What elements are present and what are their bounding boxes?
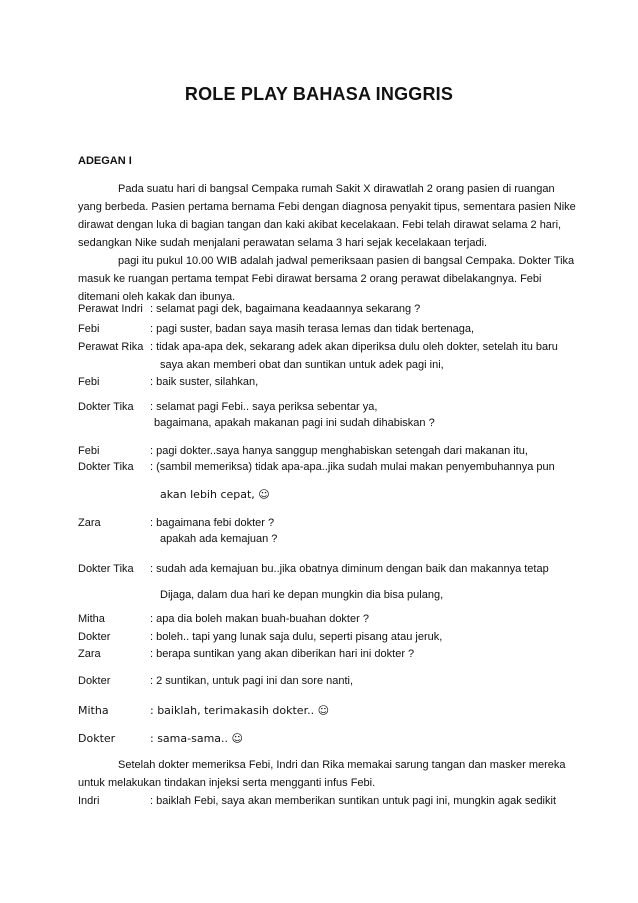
speaker-name: Febi (78, 376, 100, 388)
dialogue-text: : berapa suntikan yang akan diberikan hari ini dokter ? (150, 648, 415, 660)
dialogue-text: : selamat pagi Febi.. saya periksa sebentar ya, (150, 401, 378, 413)
speaker-name: Dokter (78, 732, 116, 745)
dialogue-text: : pagi suster, badan saya masih terasa lemas dan tidak bertenaga, (150, 323, 475, 335)
intro-paragraph-1 (78, 180, 576, 252)
paragraph-line: untuk melakukan tindakan injeksi serta mengganti infus Febi. (78, 777, 376, 789)
dialogue-text: : tidak apa-apa dek, sekarang adek akan diperiksa dulu oleh dokter, setelah itu baru (150, 341, 558, 353)
speaker-name: Perawat Indri (78, 303, 143, 315)
speaker-name: Zara (78, 517, 101, 529)
paragraph-line: Pada suatu hari di bangsal Cempaka rumah Sakit X dirawatlah 2 orang pasien di ruangan (118, 183, 555, 195)
dialogue-continuation: apakah ada kemajuan ? (160, 533, 278, 545)
dialogue-continuation: bagaimana, apakah makanan pagi ini sudah dihabiskan ? (154, 417, 435, 429)
speaker-name: Perawat Rika (78, 341, 144, 353)
paragraph-line: yang berbeda. Pasien pertama bernama Febi dengan diagnosa penyakit tipus, sementara pasien Nike (78, 201, 576, 213)
document-title: ROLE PLAY BAHASA INGGRIS (184, 84, 454, 104)
dialogue-continuation: saya akan memberi obat dan suntikan untuk adek pagi ini, (160, 359, 444, 371)
dialogue-text: : baiklah Febi, saya akan memberikan suntikan untuk pagi ini, mungkin agak sedikit (150, 795, 557, 807)
speaker-name: Dokter Tika (78, 563, 134, 575)
paragraph-line: Setelah dokter memeriksa Febi, Indri dan Rika memakai sarung tangan dan masker mereka (118, 759, 566, 771)
dialogue-text: : bagaimana febi dokter ? (150, 517, 275, 529)
paragraph-line: pagi itu pukul 10.00 WIB adalah jadwal pemeriksaan pasien di bangsal Cempaka. Dokter Tika (118, 255, 575, 267)
intro-paragraph-2 (78, 252, 575, 306)
dialogue-continuation: akan lebih cepat, ☺ (160, 488, 270, 501)
speaker-name: Dokter (78, 675, 111, 687)
speaker-name: Dokter (78, 631, 111, 643)
speaker-name: Dokter Tika (78, 401, 134, 413)
dialogue-text: : pagi dokter..saya hanya sanggup menghabiskan setengah dari makanan itu, (150, 445, 528, 457)
dialogue-text: : baik suster, silahkan, (150, 376, 259, 388)
dialogue-continuation: Dijaga, dalam dua hari ke depan mungkin dia bisa pulang, (160, 589, 444, 601)
speaker-name: Zara (78, 648, 101, 660)
paragraph-line: masuk ke ruangan pertama tempat Febi dirawat bersama 2 orang perawat dibelakangnya. Febi (78, 273, 542, 285)
speaker-name: Febi (78, 323, 100, 335)
speaker-name: Mitha (78, 613, 105, 625)
paragraph-line: sedangkan Nike sudah menjalani perawatan selama 3 hari sejak kecelakaan terjadi. (78, 237, 488, 249)
narration-paragraph (78, 756, 570, 792)
speaker-name: Mitha (78, 704, 109, 717)
dialogue-text: : selamat pagi dek, bagaimana keadaannya sekarang ? (150, 303, 421, 315)
dialogue-text: : (sambil memeriksa) tidak apa-apa..jika sudah mulai makan penyembuhannya pun (150, 461, 555, 473)
speaker-name: Dokter Tika (78, 461, 134, 473)
speaker-name: Febi (78, 445, 100, 457)
dialogue-text: : baiklah, terimakasih dokter.. ☺ (150, 704, 330, 717)
dialogue-text: : 2 suntikan, untuk pagi ini dan sore nanti, (150, 675, 354, 687)
scene-heading: ADEGAN I (78, 155, 132, 167)
paragraph-line: dirawat dengan luka di bagian tangan dan kaki akibat kecelakaan. Febi telah dirawat selama 2 hari, (78, 219, 562, 231)
dialogue-text: : apa dia boleh makan buah-buahan dokter ? (150, 613, 369, 625)
dialogue-text: : sama-sama.. ☺ (150, 732, 243, 745)
dialogue-text: : boleh.. tapi yang lunak saja dulu, seperti pisang atau jeruk, (150, 631, 443, 643)
paragraph-line: ditemani oleh kakak dan ibunya. (78, 291, 236, 303)
dialogue-text: : sudah ada kemajuan bu..jika obatnya diminum dengan baik dan makannya tetap (150, 563, 549, 575)
speaker-name: Indri (78, 795, 100, 807)
